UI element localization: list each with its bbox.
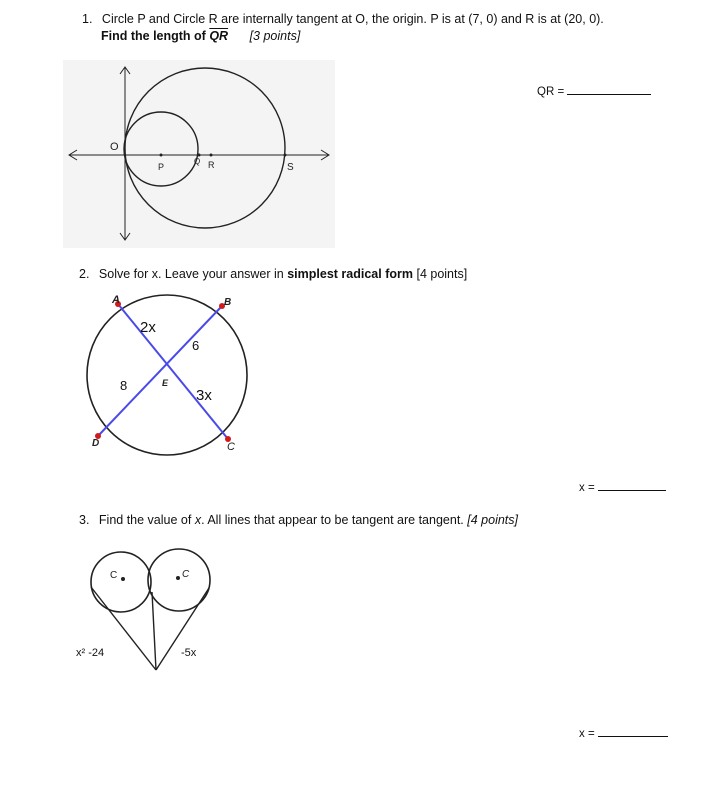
q2-label-e: E	[162, 378, 169, 388]
q1-figure	[63, 60, 335, 248]
q3-answer-label: x =	[579, 728, 595, 740]
q1-point-r	[210, 154, 213, 157]
q3-left-seg: x² -24	[76, 647, 105, 659]
q1-text: Circle P and Circle R are internally tangent at O, the origin. P is at (7, 0) and R is at (20, 0).	[101, 12, 604, 26]
q2-seg-ec: 3x	[196, 387, 212, 404]
q3-right-seg: -5x	[181, 647, 197, 659]
q1-find-text: Find the length of	[101, 29, 206, 43]
q2-seg-eb: 6	[192, 338, 200, 353]
q3-number: 3.	[79, 513, 90, 527]
q2-seg-ae: 2x	[140, 319, 156, 336]
q3-header	[79, 512, 518, 528]
q2-answer-blank[interactable]	[598, 490, 666, 491]
q3-label-c-right: C	[182, 569, 190, 580]
q2-answer	[579, 482, 666, 494]
q2-text-bold: simplest radical form	[287, 267, 413, 281]
q1-points: [3 points]	[249, 29, 301, 43]
q2-label-c: C	[227, 441, 235, 453]
q2-text: Solve for x. Leave your answer in	[98, 267, 284, 281]
q3-tangent-mid	[152, 592, 156, 670]
q1-label-r: R	[208, 160, 215, 170]
q3-var: x	[194, 513, 202, 527]
q2-seg-de: 8	[120, 378, 128, 393]
q2-points: [4 points]	[416, 267, 468, 281]
q3-figure	[60, 545, 230, 680]
q1-answer-blank[interactable]	[567, 94, 651, 95]
q3-circle-left	[91, 552, 151, 612]
q2-label-d: D	[92, 438, 100, 449]
q1-point-s	[284, 154, 287, 157]
q2-chord-ac	[118, 304, 228, 439]
q2-number: 2.	[79, 267, 90, 281]
q3-text-before: Find the value of	[98, 513, 192, 527]
q1-label-q: Q	[194, 157, 201, 166]
q2-label-b: B	[224, 297, 232, 308]
q1-label-s: S	[287, 162, 294, 173]
q1-label-p: P	[158, 162, 165, 172]
q3-answer-blank[interactable]	[598, 736, 668, 737]
q2-chord-bd	[98, 306, 222, 436]
q2-label-a: A	[112, 294, 120, 306]
q1-header	[82, 11, 604, 27]
q2-figure	[82, 290, 262, 460]
q1-number: 1.	[82, 12, 93, 26]
q3-answer	[579, 728, 668, 740]
q3-text-after: . All lines that appear to be tangent are tangent.	[201, 513, 464, 527]
q1-answer	[537, 86, 651, 98]
q1-find-line	[101, 28, 300, 44]
q3-points: [4 points]	[467, 513, 518, 527]
q3-center-right	[176, 576, 180, 580]
q1-answer-label: QR =	[537, 86, 565, 98]
q2-header	[79, 266, 467, 282]
q1-label-o: O	[110, 141, 119, 153]
q2-circle	[87, 295, 247, 455]
q3-label-c-left: C	[110, 570, 118, 581]
q3-center-left	[121, 577, 125, 581]
q1-segment: $\overline{QR}$	[209, 29, 229, 43]
q1-point-p	[160, 154, 163, 157]
q2-answer-label: x =	[579, 482, 595, 494]
